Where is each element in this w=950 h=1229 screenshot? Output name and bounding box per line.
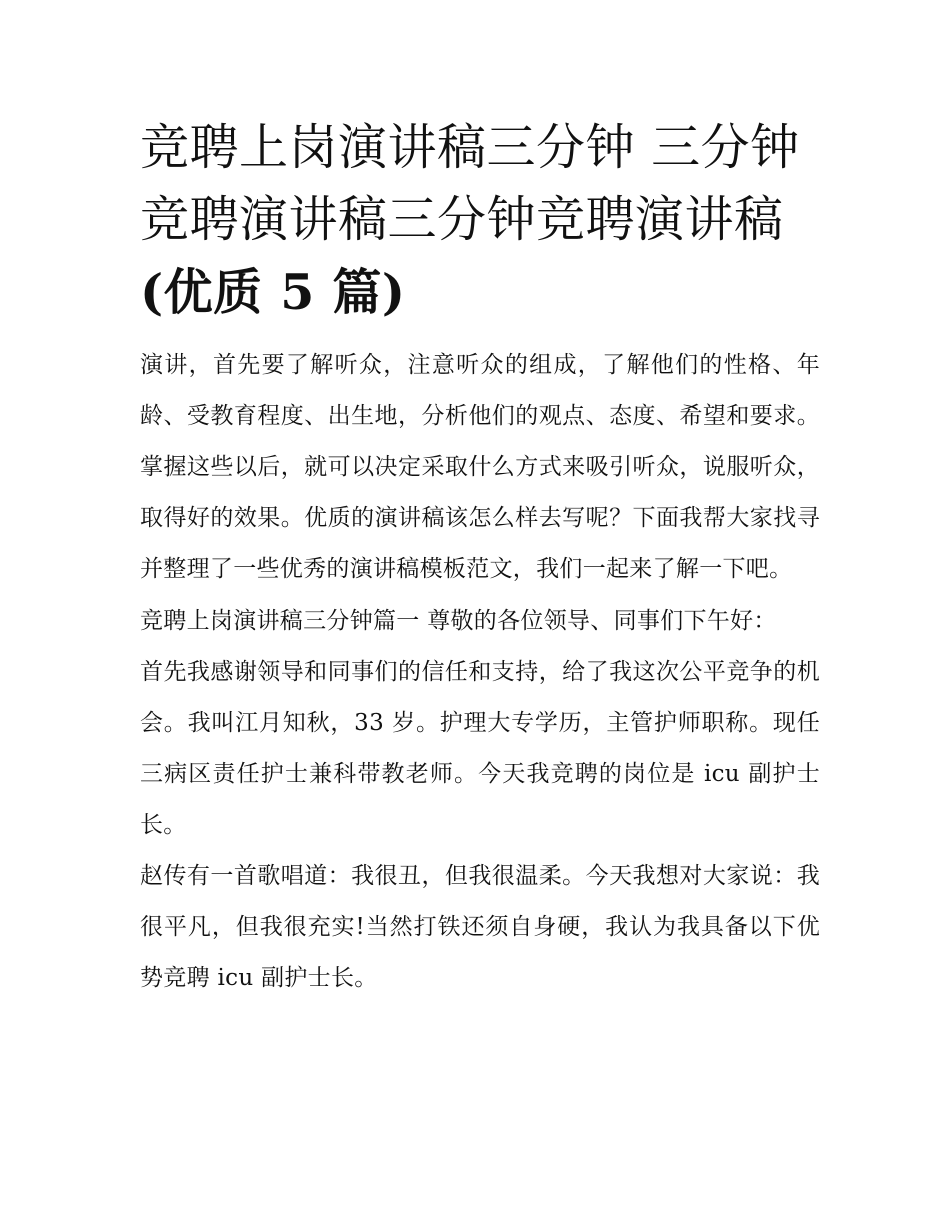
document-page bbox=[140, 112, 820, 1004]
title-line-2: 竞聘演讲稿三分钟竞聘演讲稿 bbox=[140, 191, 784, 248]
song-quote-paragraph: 赵传有一首歌唱道：我很丑，但我很温柔。今天我想对大家说：我很平凡，但我很充实!当然打铁还须自身硬，我认为我具备以下优势竞聘 icu 副护士长。 bbox=[140, 863, 820, 991]
document-title bbox=[140, 112, 820, 328]
self-intro-paragraph: 首先我感谢领导和同事们的信任和支持，给了我这次公平竞争的机会。我叫江月知秋，33 岁。护理大专学历，主管护师职称。现任三病区责任护士兼科带教老师。今天我竞聘的岗位是 icu 副护士长。 bbox=[140, 659, 820, 838]
section-heading-paragraph: 竞聘上岗演讲稿三分钟篇一 尊敬的各位领导、同事们下午好： bbox=[140, 608, 777, 634]
document-body bbox=[140, 340, 820, 1004]
title-line-3: (优质 5 篇) bbox=[140, 263, 406, 321]
title-line-1: 竞聘上岗演讲稿三分钟 三分钟 bbox=[140, 119, 800, 176]
intro-paragraph: 演讲，首先要了解听众，注意听众的组成，了解他们的性格、年龄、受教育程度、出生地，分析他们的观点、态度、希望和要求。掌握这些以后，就可以决定采取什么方式来吸引听众，说服听众，取得好的效果。优质的演讲稿该怎么样去写呢？下面我帮大家找寻并整理了一些优秀的演讲稿模板范文，我们一起来了解一下吧。 bbox=[140, 352, 820, 582]
